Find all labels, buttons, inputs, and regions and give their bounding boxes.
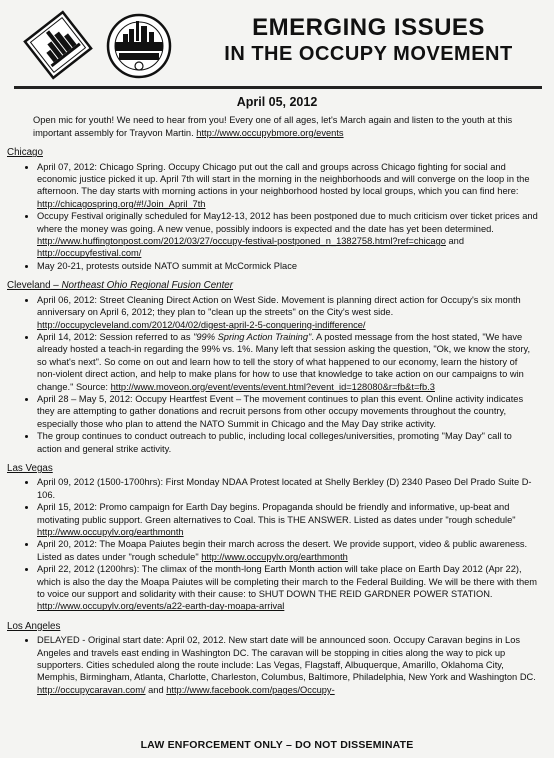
list-item: • April 22, 2012 (1200hrs): The climax of the month-long Earth Month action will take place on Earth Day 2012 (Apr 22), which is also the day the Moapa Paiutes will be completing their march to the Federal Building. We will be there with them to voice our support and solidarity with their cause: to SHUT DOWN THE REID GARDNER POWER STATION. http://www.occupylv.org/events/a22-earth-day-moapa-arrival bbox=[37, 563, 538, 613]
item-link[interactable]: http://www.moveon.org/event/events/event.html?event_id=128080&r=fb&t=fb.3 bbox=[110, 381, 435, 392]
intro-paragraph: Open mic for youth! We need to hear from you! Every one of all ages, let's March again and listen to the youth at this important assembly for Trayvon Martin. http://www.occupybmore.org/events bbox=[33, 115, 513, 138]
list-item: • April 15, 2012: Promo campaign for Earth Day begins. Propaganda should be friendly and informative, up-beat and motivating public support. Green alternatives to Coal. This is THE ANSWER. Listed as dates under "rough schedule" http://www.occupylv.org/earthmonth bbox=[37, 501, 538, 538]
section-las-vegas bbox=[0, 463, 554, 613]
section-chicago bbox=[0, 147, 554, 272]
dissemination-footer: LAW ENFORCEMENT ONLY – DO NOT DISSEMINATE bbox=[140, 739, 414, 751]
header bbox=[0, 0, 554, 84]
section-cleveland bbox=[0, 280, 554, 455]
las-vegas-list bbox=[0, 476, 538, 612]
cleveland-list bbox=[0, 294, 538, 455]
list-item: • April 06, 2012: Street Cleaning Direct Action on West Side. Movement is planning direct action for Occupy's six month anniversary on April 6, 2012; they plan to "clean up the streets" on the City's west side. http://occupycleveland.com/2012/04/02/digest-april-2-5-conquering-indifference/ bbox=[37, 294, 538, 331]
section-title-las-vegas: Las Vegas bbox=[7, 462, 53, 474]
list-item: • May 20-21, protests outside NATO summit at McCormick Place bbox=[37, 260, 538, 272]
item-link[interactable]: http://www.occupylv.org/events/a22-earth-day-moapa-arrival bbox=[37, 601, 285, 612]
list-item: • DELAYED - Original start date: April 02, 2012. New start date will be announced soon. Occupy Caravan begins in Los Angeles and travels east ending in Washington DC. The caravan will be stopping in cities along the way to pick up supporters. Cities scheduled along the route include: Las Vegas, Flagstaff, Albuquerque, Amarillo, Oklahoma City, Memphis, Birmingham, Atlanta, Charlotte, Charleston, Columbus, Baltimore, Philadelphia, New York and Washington DC. http://occupycaravan.com/ and http://www.facebook.com/pages/Occupy- bbox=[37, 634, 538, 696]
item-link[interactable]: http://occupycaravan.com/ bbox=[37, 684, 146, 695]
title-line-2: IN THE OCCUPY MOVEMENT bbox=[224, 43, 513, 65]
list-item: • Occupy Festival originally scheduled for May12-13, 2012 has been postponed due to much criticism over ticket prices and where the money was going. A new venue, possibly indoors is expected and the date has yet been determined. http://www.huffingtonpost.com/2012/03/27/occupy-festival-postponed_n_1382758.html?ref=chicago and http://occupyfestival.com/ bbox=[37, 210, 538, 260]
item-link[interactable]: http://www.occupylv.org/earthmonth bbox=[37, 527, 184, 537]
item-link-2[interactable]: http://www.facebook.com/pages/Occupy- bbox=[166, 684, 335, 695]
title-line-1: EMERGING ISSUES bbox=[252, 14, 485, 41]
intro-link[interactable]: http://www.occupybmore.org/events bbox=[196, 127, 344, 138]
list-item: • April 07, 2012: Chicago Spring. Occupy Chicago put out the call and groups across Chicago fighting for social and economic justice picked it up. April 7th will start in the morning in the neighborhoods and will converge on the loop in the afternoon. The day starts with morning actions in your neighborhood hosted by local groups, which you can find here: http://chicagospring.org/#!/Join_April_7th bbox=[37, 161, 538, 211]
section-title-chicago: Chicago bbox=[7, 147, 43, 159]
section-subtitle: Northeast Ohio Regional Fusion Center bbox=[61, 280, 234, 292]
item-link[interactable]: http://www.occupylv.org/earthmonth bbox=[201, 551, 348, 562]
item-link[interactable]: http://occupycleveland.com/2012/04/02/digest-april-2-5-conquering-indifference/ bbox=[37, 319, 366, 330]
list-item: • April 09, 2012 (1500-1700hrs): First Monday NDAA Protest located at Shelly Berkley (D) 2340 Paseo Del Prado Suite D-106. bbox=[37, 476, 538, 501]
item-link[interactable]: http://chicagospring.org/#!/Join_April_7th bbox=[37, 198, 206, 209]
los-angeles-list bbox=[0, 634, 538, 696]
date-heading: April 05, 2012 bbox=[236, 95, 318, 109]
list-item: • The group continues to conduct outreach to public, including local colleges/universities, promoting "May Day" call to action and general strike activity. bbox=[37, 430, 538, 455]
fusion-center-seal-icon bbox=[105, 12, 173, 80]
header-divider bbox=[14, 86, 542, 89]
item-link-2[interactable]: http://occupyfestival.com/ bbox=[37, 248, 142, 259]
list-item: • April 28 – May 5, 2012: Occupy Heartfest Event – The movement continues to plan this event. Online activity indicates they are attempting to gather donations and recruit persons from other occupy movements throughout the country, especially those who plan to attend the NATO Summit in Chicago and the May Day strike activity. bbox=[37, 393, 538, 430]
document-body bbox=[0, 96, 554, 696]
page-title bbox=[196, 14, 541, 68]
section-title-cleveland: Cleveland – Northeast Ohio Regional Fusion Center bbox=[7, 280, 234, 292]
list-item: • April 14, 2012: Session referred to as "99% Spring Action Training". A posted message from the host stated, "We have already hosted a teach-in regarding the 99% vs. 1%. Many left that session asking the question, "Ok, we know the story, so what's next". So come on out and learn how to tell the story of what happened to our economy, learn the history of non-violent direct action, and help to make plans for how to use that knowledge to take action on our campaigns to win change." Source: http://www.moveon.org/event/events/event.html?event_id=128080&r=fb&t=fb.3 bbox=[37, 331, 538, 393]
section-los-angeles bbox=[0, 621, 554, 696]
chicago-list bbox=[0, 161, 538, 273]
section-title-los-angeles: Los Angeles bbox=[7, 620, 61, 632]
list-item: • April 20, 2012: The Moapa Paiutes begin their march across the desert. We provide support, video & public awareness. Listed as dates under "rough schedule" http://www.occupylv.org/earthmonth bbox=[37, 538, 538, 563]
agency-logo-icon bbox=[20, 8, 96, 82]
emphasis-text: "99% Spring Action Training" bbox=[193, 331, 312, 342]
item-link[interactable]: http://www.huffingtonpost.com/2012/03/27/occupy-festival-postponed_n_1382758.html?ref=chicago bbox=[37, 236, 446, 247]
